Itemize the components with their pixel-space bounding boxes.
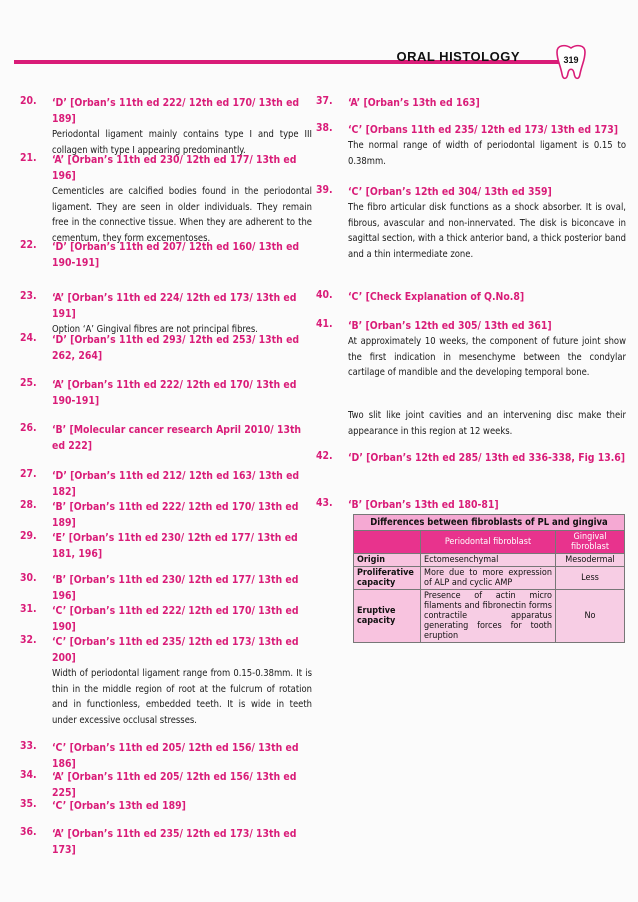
answer-reference: ‘A’ [Orban’s 11th ed 224/ 12th ed 173/ 13th ed 191] xyxy=(52,292,297,320)
answer-number: 21. xyxy=(20,152,37,164)
table-header-cell xyxy=(354,531,421,554)
answer-item xyxy=(316,318,626,381)
answer-item xyxy=(20,603,312,635)
answer-explanation: The normal range of width of periodontal ligament is 0.15 to 0.38mm. xyxy=(348,140,626,167)
answer-item xyxy=(20,239,312,271)
answer-item xyxy=(20,572,312,604)
answer-number: 33. xyxy=(20,740,37,752)
answer-reference: ‘A’ [Orban’s 11th ed 230/ 12th ed 177/ 13th ed 196] xyxy=(52,154,297,182)
answer-explanation: Option ‘A’ Gingival fibres are not principal fibres. xyxy=(52,324,258,335)
answer-item xyxy=(20,634,312,728)
table-header-cell: Periodontal fibroblast xyxy=(421,531,556,554)
answer-reference: ‘D’ [Orban’s 12th ed 285/ 13th ed 336-338, Fig 13.6] xyxy=(348,452,626,464)
answer-item xyxy=(316,184,626,262)
answer-number: 32. xyxy=(20,634,37,646)
answer-number: 42. xyxy=(316,450,333,462)
answer-item xyxy=(20,152,312,246)
answer-item xyxy=(316,497,626,513)
answer-reference: ‘C’ [Orban’s 12th ed 304/ 13th ed 359] xyxy=(348,186,552,198)
answer-number: 39. xyxy=(316,184,333,196)
answer-number: 25. xyxy=(20,377,37,389)
answer-item xyxy=(20,468,312,500)
answer-item xyxy=(20,290,312,338)
answer-number: 27. xyxy=(20,468,37,480)
answer-number: 31. xyxy=(20,603,37,615)
answer-explanation: The fibro articular disk functions as a shock absorber. It is oval, fibrous, avascular and non-innervated. The disk is biconcave in sagittal section, with a thick anterior band, a thick posterior band and a thin intermediate zone. xyxy=(348,202,626,260)
answer-number: 23. xyxy=(20,290,37,302)
answer-number: 38. xyxy=(316,122,333,134)
page-number: 319 xyxy=(563,55,579,65)
answer-reference: ‘A’ [Orban’s 13th ed 163] xyxy=(348,97,480,109)
table-row xyxy=(354,554,625,567)
answer-number: 41. xyxy=(316,318,333,330)
answer-reference: ‘B’ [Orban’s 11th ed 222/ 12th ed 170/ 13th ed 189] xyxy=(52,501,299,529)
answer-number: 28. xyxy=(20,499,37,511)
answer-number: 43. xyxy=(316,497,333,509)
table-cell: Less xyxy=(556,567,625,590)
answer-reference: ‘A’ [Orban’s 11th ed 222/ 12th ed 170/ 13th ed 190-191] xyxy=(52,379,297,407)
answer-reference: ‘B’ [Molecular cancer research April 2010/ 13th ed 222] xyxy=(52,424,302,452)
answer-explanation: Width of periodontal ligament range from 0.15-0.38mm. It is thin in the middle region of root at the fulcrum of rotation and in functionless, embedded teeth. It is wide in teeth under excessive occlusal stresses. xyxy=(52,668,312,726)
answer-item xyxy=(316,289,626,305)
table-header-cell: Gingival fibroblast xyxy=(556,531,625,554)
answer-item xyxy=(316,95,626,111)
answer-number: 30. xyxy=(20,572,37,584)
answer-item xyxy=(20,740,312,772)
answer-number: 29. xyxy=(20,530,37,542)
table-row xyxy=(354,590,625,643)
answer-reference: ‘A’ [Orban’s 11th ed 205/ 12th ed 156/ 13th ed 225] xyxy=(52,771,297,799)
answer-reference: ‘C’ [Orban’s 11th ed 235/ 12th ed 173/ 13th ed 200] xyxy=(52,636,299,664)
answer-item xyxy=(20,530,312,562)
answer-reference: ‘E’ [Orban’s 11th ed 230/ 12th ed 177/ 13th ed 181, 196] xyxy=(52,532,298,560)
answer-continuation xyxy=(316,408,626,439)
answer-reference: ‘D’ [Orban’s 11th ed 293/ 12th ed 253/ 13th ed 262, 264] xyxy=(52,334,300,362)
answer-number: 37. xyxy=(316,95,333,107)
fibroblast-comparison-table xyxy=(353,514,625,643)
answer-reference: ‘C’ [Orban’s 11th ed 222/ 12th ed 170/ 13th ed 190] xyxy=(52,605,299,633)
table-cell: More due to more expression of ALP and cyclic AMP xyxy=(421,567,556,590)
answer-number: 35. xyxy=(20,798,37,810)
answer-explanation: At approximately 10 weeks, the component of future joint show the first indication in mesenchyme between the condylar cartilage of mandible and the developing temporal bone. xyxy=(348,336,626,379)
answer-reference: ‘B’ [Orban’s 12th ed 305/ 13th ed 361] xyxy=(348,320,552,332)
answer-item xyxy=(20,422,312,454)
answer-item xyxy=(316,450,626,466)
table-cell: No xyxy=(556,590,625,643)
answer-explanation: Two slit like joint cavities and an intervening disc make their appearance in this region at 12 weeks. xyxy=(348,410,626,437)
row-label: Eruptive capacity xyxy=(354,590,421,643)
answer-item xyxy=(20,499,312,531)
answer-item xyxy=(316,122,626,169)
table-cell: Ectomesenchymal xyxy=(421,554,556,567)
answer-reference: ‘D’ [Orban’s 11th ed 222/ 12th ed 170/ 13th ed 189] xyxy=(52,97,300,125)
answer-reference: ‘C’ [Orbans 11th ed 235/ 12th ed 173/ 13th ed 173] xyxy=(348,124,619,136)
answer-item xyxy=(20,769,312,801)
table-cell: Presence of actin micro filaments and fibronectin forms contractile apparatus generating forces for tooth eruption xyxy=(421,590,556,643)
table-cell: Mesodermal xyxy=(556,554,625,567)
answer-reference: ‘B’ [Orban’s 13th ed 180-81] xyxy=(348,499,499,511)
answer-item xyxy=(20,798,312,814)
answer-reference: ‘D’ [Orban’s 11th ed 207/ 12th ed 160/ 13th ed 190-191] xyxy=(52,241,300,269)
table-header-row xyxy=(354,531,625,554)
table-caption: Differences between fibroblasts of PL and gingiva xyxy=(354,515,625,531)
row-label: Origin xyxy=(354,554,421,567)
answer-explanation: Periodontal ligament mainly contains type I and type III collagen with type I appearing predominantly. xyxy=(52,129,312,156)
answer-reference: ‘C’ [Orban’s 13th ed 189] xyxy=(52,800,186,812)
answer-item xyxy=(20,95,312,158)
answer-number: 20. xyxy=(20,95,37,107)
answer-number: 24. xyxy=(20,332,37,344)
answer-reference: ‘C’ [Orban’s 11th ed 205/ 12th ed 156/ 13th ed 186] xyxy=(52,742,299,770)
answer-reference: ‘C’ [Check Explanation of Q.No.8] xyxy=(348,291,525,303)
answer-reference: ‘A’ [Orban’s 11th ed 235/ 12th ed 173/ 13th ed 173] xyxy=(52,828,297,856)
row-label: Proliferative capacity xyxy=(354,567,421,590)
answer-item xyxy=(20,332,312,364)
answer-reference: ‘B’ [Orban’s 11th ed 230/ 12th ed 177/ 13th ed 196] xyxy=(52,574,299,602)
answer-number: 36. xyxy=(20,826,37,838)
answer-number: 40. xyxy=(316,289,333,301)
table-row xyxy=(354,567,625,590)
answer-number: 34. xyxy=(20,769,37,781)
answer-number: 22. xyxy=(20,239,37,251)
answer-item xyxy=(20,826,312,858)
answer-reference: ‘D’ [Orban’s 11th ed 212/ 12th ed 163/ 13th ed 182] xyxy=(52,470,300,498)
section-title: ORAL HISTOLOGY xyxy=(396,49,520,64)
answer-item xyxy=(20,377,312,409)
answer-explanation: Cementicles are calcified bodies found in the periodontal ligament. They are seen in older individuals. They remain free in the connective tissue. When they are adherent to the cementum, they form excementoses. xyxy=(52,186,312,244)
answer-number: 26. xyxy=(20,422,37,434)
